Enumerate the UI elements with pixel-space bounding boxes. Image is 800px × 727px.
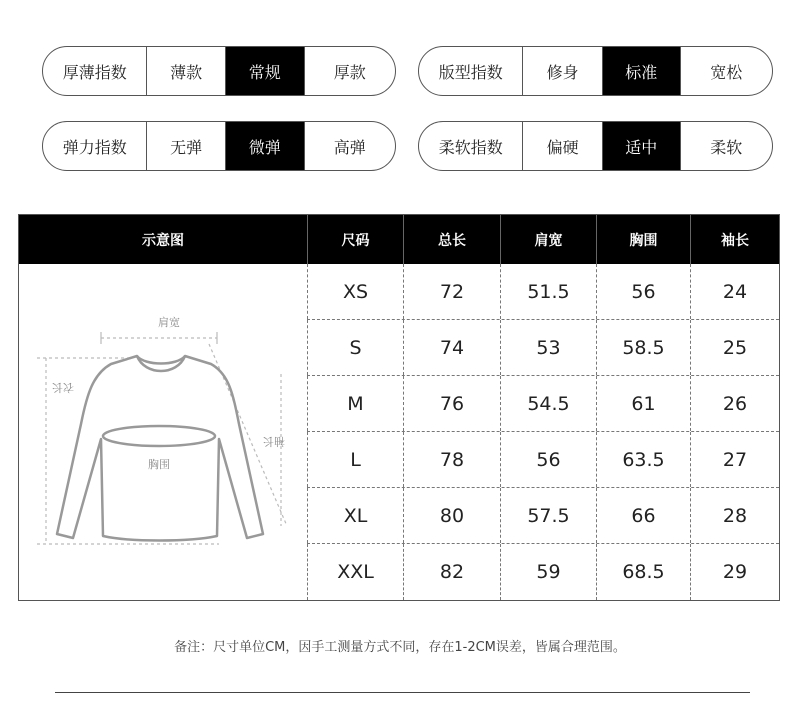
header-chest: 胸围 xyxy=(596,215,690,264)
size-table-header xyxy=(19,215,779,264)
chest-cell: 68.5 xyxy=(596,544,690,600)
table-row xyxy=(307,488,779,544)
shoulder-cell: 51.5 xyxy=(500,264,596,319)
size-cell: M xyxy=(307,376,403,431)
sleeve-label: 袖长 xyxy=(263,435,285,448)
length-label: 衣长 xyxy=(52,381,74,394)
divider xyxy=(55,692,750,693)
measurement-note: 备注：尺寸单位CM，因手工测量方式不同，存在1-2CM误差，皆属合理范围。 xyxy=(174,640,626,655)
softness-option-hard: 偏硬 xyxy=(522,122,602,170)
fit-index-label: 版型指数 xyxy=(438,62,503,82)
shoulder-cell: 57.5 xyxy=(500,488,596,543)
elasticity-index-label: 弹力指数 xyxy=(62,137,127,157)
thickness-index xyxy=(42,46,396,96)
chest-label: 胸围 xyxy=(148,458,170,471)
elasticity-index xyxy=(42,121,396,171)
softness-index xyxy=(418,121,773,171)
header-length: 总长 xyxy=(403,215,500,264)
size-cell: L xyxy=(307,432,403,487)
elasticity-option-slight: 微弹 xyxy=(225,122,304,170)
long-sleeve-shirt-illustration xyxy=(19,264,307,600)
chest-cell: 66 xyxy=(596,488,690,543)
header-sleeve: 袖长 xyxy=(690,215,779,264)
table-row xyxy=(307,320,779,376)
length-cell: 82 xyxy=(403,544,500,600)
sleeve-cell: 26 xyxy=(690,376,779,431)
length-cell: 74 xyxy=(403,320,500,375)
sleeve-cell: 28 xyxy=(690,488,779,543)
size-cell: S xyxy=(307,320,403,375)
size-cell: XXL xyxy=(307,544,403,600)
shoulder-cell: 59 xyxy=(500,544,596,600)
table-row xyxy=(307,544,779,600)
sleeve-cell: 24 xyxy=(690,264,779,319)
size-cell: XS xyxy=(307,264,403,319)
table-row xyxy=(307,432,779,488)
length-cell: 80 xyxy=(403,488,500,543)
sleeve-cell: 29 xyxy=(690,544,779,600)
shoulder-cell: 53 xyxy=(500,320,596,375)
fit-option-slim: 修身 xyxy=(522,47,602,95)
chest-cell: 61 xyxy=(596,376,690,431)
garment-diagram xyxy=(19,264,307,600)
fit-option-standard: 标准 xyxy=(602,47,680,95)
softness-index-label: 柔软指数 xyxy=(438,137,503,157)
softness-option-medium: 适中 xyxy=(602,122,680,170)
fit-option-loose: 宽松 xyxy=(680,47,772,95)
chest-cell: 56 xyxy=(596,264,690,319)
softness-option-soft: 柔软 xyxy=(680,122,772,170)
table-row xyxy=(307,264,779,320)
size-table xyxy=(18,214,780,601)
thickness-option-thin: 薄款 xyxy=(146,47,225,95)
size-rows xyxy=(307,264,779,600)
thickness-option-regular: 常规 xyxy=(225,47,304,95)
length-cell: 78 xyxy=(403,432,500,487)
length-cell: 72 xyxy=(403,264,500,319)
shoulder-width-label: 肩宽 xyxy=(158,316,180,329)
header-shoulder: 肩宽 xyxy=(500,215,596,264)
shoulder-cell: 56 xyxy=(500,432,596,487)
fit-index xyxy=(418,46,773,96)
elasticity-option-high: 高弹 xyxy=(304,122,395,170)
sleeve-cell: 25 xyxy=(690,320,779,375)
elasticity-option-none: 无弹 xyxy=(146,122,225,170)
shoulder-cell: 54.5 xyxy=(500,376,596,431)
length-cell: 76 xyxy=(403,376,500,431)
header-size: 尺码 xyxy=(307,215,403,264)
size-cell: XL xyxy=(307,488,403,543)
thickness-option-thick: 厚款 xyxy=(304,47,395,95)
sleeve-cell: 27 xyxy=(690,432,779,487)
chest-cell: 58.5 xyxy=(596,320,690,375)
header-diagram: 示意图 xyxy=(142,232,184,249)
thickness-index-label: 厚薄指数 xyxy=(62,62,127,82)
chest-cell: 63.5 xyxy=(596,432,690,487)
table-row xyxy=(307,376,779,432)
